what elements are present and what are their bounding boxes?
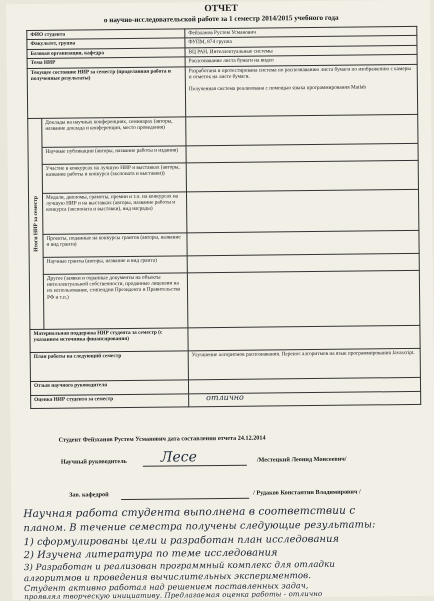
supervisor-name: /Местецкий Леонид Моисеевич/: [256, 455, 347, 464]
plan-value: Улучшение алгоритмов распознавания. Перенос алгоритмов на язык программирования Javascript.: [188, 348, 420, 379]
results-item: Другое (заявки и охранные документы на объекты интеллектуальной собственности, проданные лицензии на их использование, стипендии Президента и Правительства РФ и т.п.): [43, 272, 188, 329]
supervisor-signature: Лесе: [160, 449, 197, 466]
report-title: ОТЧЕТ: [204, 3, 238, 15]
results-item-value: [186, 114, 418, 145]
info-value: Фейзханов Рустем Усманович: [185, 26, 417, 38]
grade-value: [189, 391, 421, 406]
info-label: Тема НИР: [27, 57, 185, 68]
results-group-label-cell: [28, 118, 44, 329]
info-value: ФУПМ, 874 группа: [185, 36, 417, 48]
info-label: ФИО студента: [27, 29, 185, 40]
status-row: [27, 64, 418, 118]
supervisor-label: Научный руководитель: [60, 457, 127, 466]
review-label: Отзыв научного руководителя: [30, 379, 188, 395]
results-item: Доклады на научных конференциях, семинарах (авторы, название доклада и конференции, место проведения): [42, 116, 186, 147]
handwritten-line: Научная работа студента выполнена в соответствии с: [23, 504, 356, 521]
handwritten-line: алгоритмов и проведения вычислительных экспериментов.: [23, 571, 312, 585]
head-label: Зав. кафедрой: [69, 491, 109, 499]
document-sheet: [6, 0, 434, 600]
results-item: Научные гранты (авторы, название и вид гранта): [43, 255, 187, 274]
status-label: Текущее состояние НИР за семестр (проделанная работа и полученные результаты): [27, 66, 186, 118]
report-table: [26, 26, 421, 409]
plan-row: [30, 348, 420, 381]
grade-handwritten: отлично: [206, 392, 244, 402]
grade-label: Оценка НИР студента за семестр: [31, 393, 189, 408]
info-label: Базовая организация, кафедра: [27, 48, 185, 59]
results-row: [28, 189, 418, 234]
results-item-value: [187, 270, 420, 327]
support-value: [188, 325, 420, 350]
results-row: [29, 270, 420, 329]
results-item: Медали, дипломы, грамоты, премии и т.п. на конкурсах на лучшую НИР и на выставках (авторы, название работы и конкурса (экспоната и выставки), вид награды): [42, 191, 186, 234]
results-item-value: [186, 189, 418, 232]
results-row: [28, 160, 418, 193]
head-signature-line: [121, 498, 249, 500]
handwritten-line: проявлял творческую инициативу. Предлагаемая оценка работы - отлично: [24, 589, 323, 601]
handwritten-line: планом. В течение семестра получены следующие результаты:: [23, 519, 376, 535]
status-value: [185, 64, 418, 116]
status-value-line1: Разработана и протестирована система по распознаванию листа бумаги по изображению с камеры и отметок на листе бумаги.: [188, 65, 411, 81]
report-form: [26, 2, 420, 409]
results-item: Участие в конкурсах на лучшую НИР и выставках (авторы, название работы и конкурса (экспоната и выставки)): [42, 162, 186, 193]
results-item-value: [186, 160, 418, 191]
info-value: ВЦ РАН, Интеллектуальные системы: [185, 45, 417, 57]
support-label: Материальная поддержка НИР студента за семестр (с указанием источника финансирования): [30, 327, 188, 352]
info-value: Распознавание листа бумаги на видео: [185, 55, 417, 67]
results-item: Научные публикации (авторы, название работы и издания): [42, 145, 186, 164]
results-row: [28, 114, 418, 147]
student-line: Студент Фейзханов Рустем Усманович дата составления отчета 24.12.2014: [58, 434, 266, 444]
results-group-label: Итоги НИР за семестр: [32, 195, 39, 252]
info-label: Факультет, группа: [27, 38, 185, 49]
handwritten-line: 1) сформулированы цели и разработан план исследования: [23, 533, 340, 549]
handwritten-line: 2) Изучена литература по теме исследования: [23, 547, 278, 562]
head-name: / Рудаков Константин Владимирович /: [253, 488, 361, 497]
handwritten-line: 3) Разработан и реализован программный комплекс для отладки: [23, 559, 335, 574]
results-item: Проекты, поданные на конкурсы грантов (авторы, название и вид гранта): [43, 232, 187, 257]
report-subtitle: о научно-исследовательской работе за 1 семестр 2014/2015 учебного года: [103, 13, 339, 25]
status-value-line2: Полученная система реализована с помощью языка программирования Matlab: [188, 84, 367, 93]
plan-label: План работы на следующий семестр: [30, 350, 188, 381]
grade-row: [31, 391, 421, 408]
results-item-value: [187, 230, 419, 255]
handwritten-line: Студент активно работал над решением поставленных задач,: [24, 581, 309, 594]
